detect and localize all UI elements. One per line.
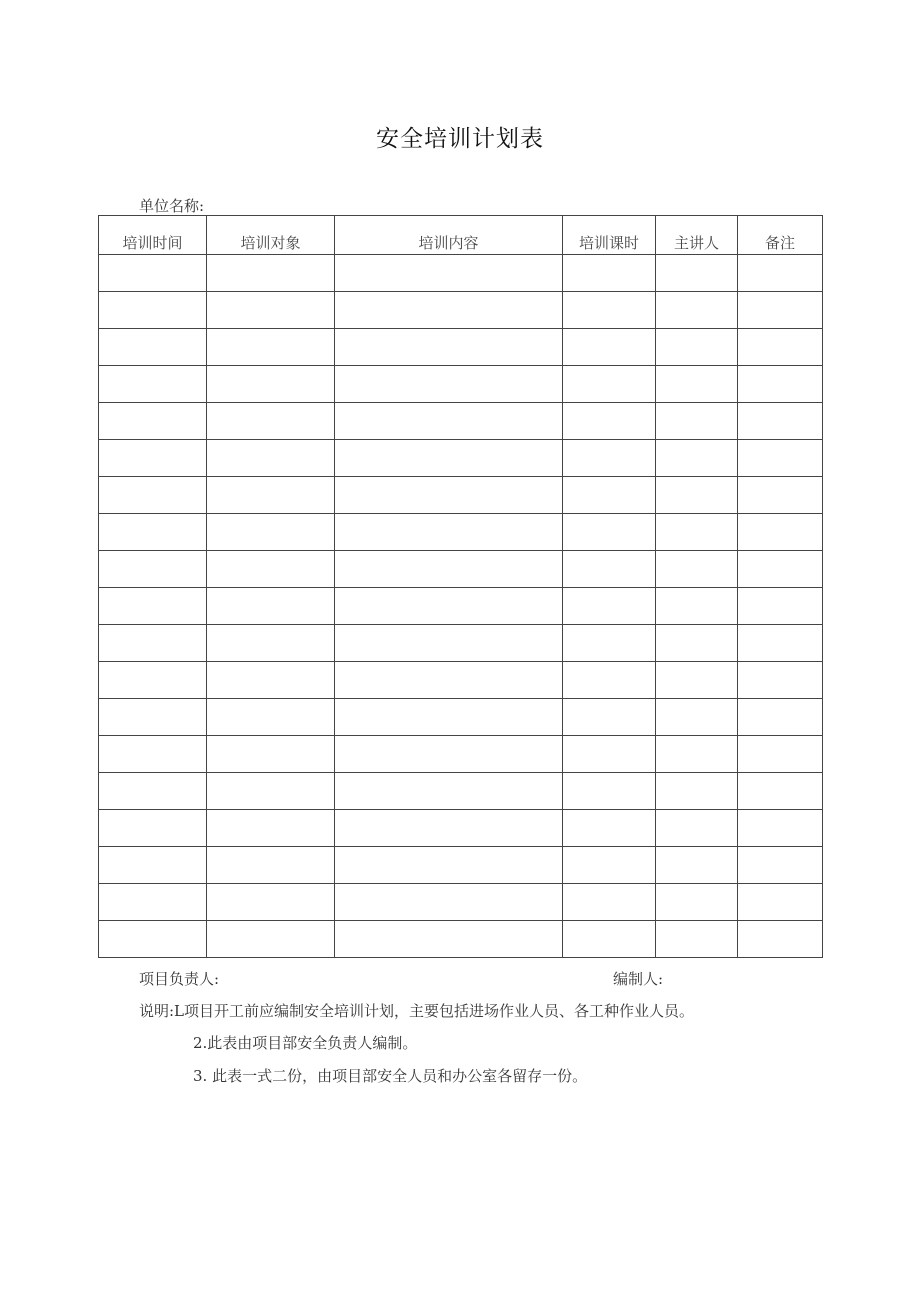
table-cell[interactable] <box>563 847 656 884</box>
table-cell[interactable] <box>738 662 823 699</box>
table-cell[interactable] <box>99 810 207 847</box>
table-cell[interactable] <box>335 292 563 329</box>
header-training-hours: 培训课时 <box>563 216 656 255</box>
table-row <box>99 403 823 440</box>
table-cell[interactable] <box>335 440 563 477</box>
header-training-target: 培训对象 <box>207 216 335 255</box>
table-cell[interactable] <box>656 625 738 662</box>
table-cell[interactable] <box>738 773 823 810</box>
table-cell[interactable] <box>656 773 738 810</box>
table-cell[interactable] <box>335 403 563 440</box>
table-cell[interactable] <box>335 551 563 588</box>
table-cell[interactable] <box>563 255 656 292</box>
table-row <box>99 514 823 551</box>
note-line-1: 说明:L项目开工前应编制安全培训计划，主要包括进场作业人员、各工种作业人员。 <box>139 1002 695 1020</box>
table-cell[interactable] <box>563 551 656 588</box>
table-cell[interactable] <box>563 403 656 440</box>
table-cell[interactable] <box>207 810 335 847</box>
table-cell[interactable] <box>563 366 656 403</box>
header-training-time: 培训时间 <box>99 216 207 255</box>
table-cell[interactable] <box>563 329 656 366</box>
table-cell[interactable] <box>207 588 335 625</box>
table-cell[interactable] <box>656 736 738 773</box>
table-cell[interactable] <box>207 736 335 773</box>
table-cell[interactable] <box>563 662 656 699</box>
table-cell[interactable] <box>656 292 738 329</box>
table-cell[interactable] <box>99 477 207 514</box>
table-cell[interactable] <box>738 255 823 292</box>
table-cell[interactable] <box>207 662 335 699</box>
table-cell[interactable] <box>656 329 738 366</box>
table-cell[interactable] <box>99 440 207 477</box>
table-cell[interactable] <box>99 736 207 773</box>
table-cell[interactable] <box>207 477 335 514</box>
table-cell[interactable] <box>99 662 207 699</box>
table-cell[interactable] <box>738 699 823 736</box>
table-cell[interactable] <box>563 440 656 477</box>
table-row <box>99 699 823 736</box>
table-cell[interactable] <box>335 255 563 292</box>
table-cell[interactable] <box>99 847 207 884</box>
table-row <box>99 736 823 773</box>
table-cell[interactable] <box>335 773 563 810</box>
table-cell[interactable] <box>207 847 335 884</box>
table-cell[interactable] <box>99 625 207 662</box>
table-cell[interactable] <box>335 329 563 366</box>
note-line-2: 2.此表由项目部安全负责人编制。 <box>193 1034 418 1052</box>
table-cell[interactable] <box>656 551 738 588</box>
table-cell[interactable] <box>656 884 738 921</box>
table-cell[interactable] <box>563 292 656 329</box>
table-cell[interactable] <box>207 699 335 736</box>
table-cell[interactable] <box>563 884 656 921</box>
table-cell[interactable] <box>656 662 738 699</box>
header-lecturer: 主讲人 <box>656 216 738 255</box>
table-cell[interactable] <box>563 736 656 773</box>
table-cell[interactable] <box>99 366 207 403</box>
table-cell[interactable] <box>656 514 738 551</box>
table-cell[interactable] <box>99 588 207 625</box>
table-cell[interactable] <box>656 403 738 440</box>
table-row <box>99 292 823 329</box>
table-row <box>99 588 823 625</box>
table-cell[interactable] <box>563 588 656 625</box>
table-cell[interactable] <box>335 810 563 847</box>
table-cell[interactable] <box>99 699 207 736</box>
table-cell[interactable] <box>207 329 335 366</box>
table-cell[interactable] <box>563 699 656 736</box>
table-row <box>99 366 823 403</box>
table-body <box>99 255 823 958</box>
table-cell[interactable] <box>99 773 207 810</box>
table-row <box>99 921 823 958</box>
table-row <box>99 440 823 477</box>
table-cell[interactable] <box>656 921 738 958</box>
table-cell[interactable] <box>738 403 823 440</box>
table-cell[interactable] <box>207 773 335 810</box>
table-cell[interactable] <box>99 921 207 958</box>
table-cell[interactable] <box>656 588 738 625</box>
document-title: 安全培训计划表 <box>376 126 544 152</box>
table-cell[interactable] <box>99 292 207 329</box>
table-cell[interactable] <box>738 329 823 366</box>
table-row <box>99 625 823 662</box>
table-cell[interactable] <box>563 921 656 958</box>
table-cell[interactable] <box>335 477 563 514</box>
table-cell[interactable] <box>563 625 656 662</box>
table-cell[interactable] <box>207 292 335 329</box>
header-remarks: 备注 <box>738 216 823 255</box>
table-cell[interactable] <box>563 514 656 551</box>
training-plan-table <box>98 215 823 958</box>
table-cell[interactable] <box>335 736 563 773</box>
note-line-3: 3. 此表一式二份，由项目部安全人员和办公室各留存一份。 <box>193 1067 588 1085</box>
table-cell[interactable] <box>207 884 335 921</box>
table-cell[interactable] <box>335 625 563 662</box>
table-cell[interactable] <box>738 366 823 403</box>
table-cell[interactable] <box>738 588 823 625</box>
table-cell[interactable] <box>656 810 738 847</box>
header-training-content: 培训内容 <box>335 216 563 255</box>
table-cell[interactable] <box>335 366 563 403</box>
table-cell[interactable] <box>656 847 738 884</box>
table-row <box>99 477 823 514</box>
table-cell[interactable] <box>99 403 207 440</box>
table-cell[interactable] <box>99 329 207 366</box>
table-cell[interactable] <box>99 255 207 292</box>
table-cell[interactable] <box>563 810 656 847</box>
table-cell[interactable] <box>738 625 823 662</box>
table-cell[interactable] <box>738 292 823 329</box>
table-cell[interactable] <box>99 551 207 588</box>
table-cell[interactable] <box>207 366 335 403</box>
table-cell[interactable] <box>335 699 563 736</box>
table-row <box>99 662 823 699</box>
table-row <box>99 255 823 292</box>
unit-name-label: 单位名称: <box>139 197 205 215</box>
table-cell[interactable] <box>335 588 563 625</box>
table-cell[interactable] <box>207 514 335 551</box>
table-row <box>99 884 823 921</box>
project-responsible-label: 项目负责人: <box>139 970 220 988</box>
table-cell[interactable] <box>99 514 207 551</box>
table-cell[interactable] <box>738 736 823 773</box>
table-cell[interactable] <box>738 514 823 551</box>
table-cell[interactable] <box>335 884 563 921</box>
table-cell[interactable] <box>563 477 656 514</box>
table-cell[interactable] <box>656 699 738 736</box>
table-cell[interactable] <box>738 884 823 921</box>
table-cell[interactable] <box>207 551 335 588</box>
table-cell[interactable] <box>563 773 656 810</box>
table-cell[interactable] <box>738 477 823 514</box>
compiler-label: 编制人: <box>613 970 664 988</box>
table-cell[interactable] <box>207 440 335 477</box>
table-cell[interactable] <box>656 477 738 514</box>
table-cell[interactable] <box>207 255 335 292</box>
table-cell[interactable] <box>335 514 563 551</box>
table-cell[interactable] <box>738 440 823 477</box>
table-cell[interactable] <box>207 625 335 662</box>
table-row <box>99 551 823 588</box>
table-cell[interactable] <box>99 884 207 921</box>
table-cell[interactable] <box>335 921 563 958</box>
table-cell[interactable] <box>738 847 823 884</box>
table-row <box>99 810 823 847</box>
table-cell[interactable] <box>656 255 738 292</box>
table-row <box>99 773 823 810</box>
table-cell[interactable] <box>335 847 563 884</box>
table-row <box>99 847 823 884</box>
table-row <box>99 329 823 366</box>
table-cell[interactable] <box>738 551 823 588</box>
table-cell[interactable] <box>656 366 738 403</box>
table-cell[interactable] <box>738 921 823 958</box>
table-cell[interactable] <box>207 921 335 958</box>
table-cell[interactable] <box>335 662 563 699</box>
table-cell[interactable] <box>738 810 823 847</box>
table-cell[interactable] <box>656 440 738 477</box>
table-cell[interactable] <box>207 403 335 440</box>
table-header-row <box>99 216 823 255</box>
